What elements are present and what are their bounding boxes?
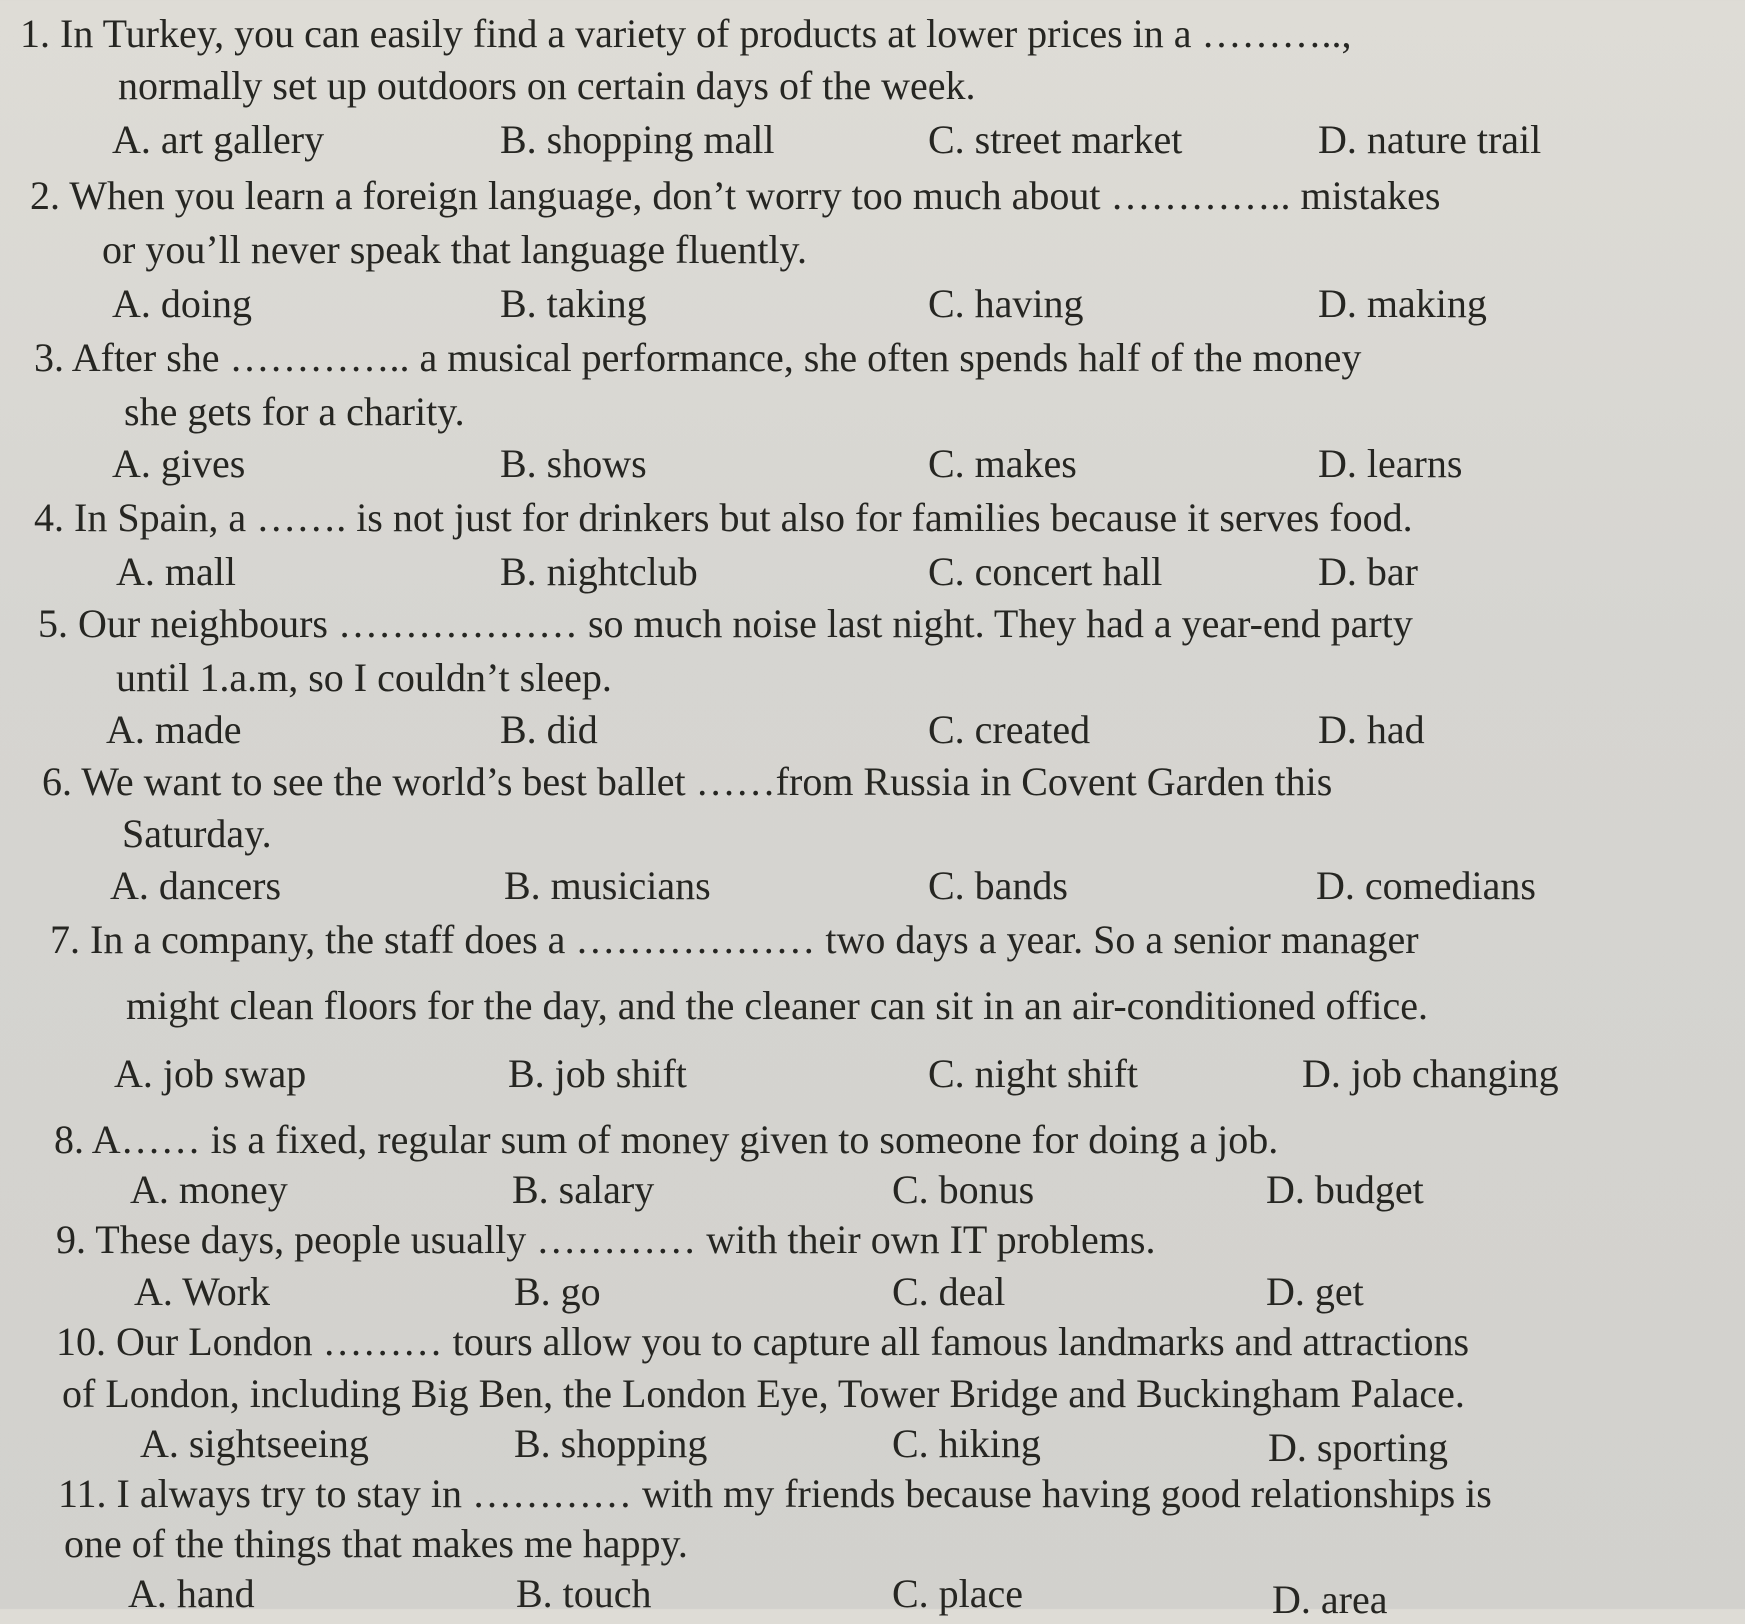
question-10-option-d[interactable]: D. sporting bbox=[1268, 1425, 1448, 1470]
question-11-option-d[interactable]: D. area bbox=[1272, 1577, 1388, 1622]
question-6-line-1: 6. We want to see the world’s best ballet ……from Russia in Covent Garden this bbox=[42, 759, 1333, 804]
question-8-option-a[interactable]: A. money bbox=[130, 1167, 288, 1212]
question-11-option-b[interactable]: B. touch bbox=[516, 1571, 652, 1616]
question-5-line-2: until 1.a.m, so I couldn’t sleep. bbox=[116, 655, 612, 700]
question-7-option-c[interactable]: C. night shift bbox=[928, 1051, 1139, 1096]
question-11-line-2: one of the things that makes me happy. bbox=[64, 1521, 688, 1566]
question-7-option-d[interactable]: D. job changing bbox=[1302, 1051, 1559, 1096]
question-11-option-a[interactable]: A. hand bbox=[128, 1571, 255, 1616]
question-5-option-c[interactable]: C. created bbox=[928, 707, 1091, 752]
question-9-option-d[interactable]: D. get bbox=[1266, 1269, 1364, 1314]
question-1-option-d[interactable]: D. nature trail bbox=[1318, 117, 1542, 162]
question-1-line-2: normally set up outdoors on certain days of the week. bbox=[118, 63, 976, 108]
question-2-option-d[interactable]: D. making bbox=[1318, 281, 1487, 326]
question-7-line-1: 7. In a company, the staff does a ……………… two days a year. So a senior manager bbox=[50, 917, 1419, 962]
question-3-line-1: 3. After she ………….. a musical performance, she often spends half of the money bbox=[34, 335, 1362, 380]
question-5-option-d[interactable]: D. had bbox=[1318, 707, 1425, 752]
question-4-option-d[interactable]: D. bar bbox=[1318, 549, 1418, 594]
question-7-option-b[interactable]: B. job shift bbox=[508, 1051, 687, 1096]
question-10-option-a[interactable]: A. sightseeing bbox=[140, 1421, 369, 1466]
question-9-option-c[interactable]: C. deal bbox=[892, 1269, 1006, 1314]
question-3-option-b[interactable]: B. shows bbox=[500, 441, 647, 486]
question-6-option-c[interactable]: C. bands bbox=[928, 863, 1068, 908]
question-6-option-b[interactable]: B. musicians bbox=[504, 863, 711, 908]
question-3-option-c[interactable]: C. makes bbox=[928, 441, 1077, 486]
question-10-option-b[interactable]: B. shopping bbox=[514, 1421, 708, 1466]
question-9-option-b[interactable]: B. go bbox=[514, 1269, 601, 1314]
question-9-option-a[interactable]: A. Work bbox=[134, 1269, 271, 1314]
question-11-line-1: 11. I always try to stay in ………… with my friends because having good relationships is bbox=[58, 1471, 1492, 1516]
question-7-option-a[interactable]: A. job swap bbox=[114, 1051, 307, 1096]
question-3-line-2: she gets for a charity. bbox=[124, 389, 465, 434]
question-1-option-c[interactable]: C. street market bbox=[928, 117, 1183, 162]
question-8-option-b[interactable]: B. salary bbox=[512, 1167, 655, 1212]
question-4-option-b[interactable]: B. nightclub bbox=[500, 549, 698, 594]
question-9-line-1: 9. These days, people usually ………… with their own IT problems. bbox=[56, 1217, 1156, 1262]
question-5-option-a[interactable]: A. made bbox=[106, 707, 242, 752]
question-3-option-d[interactable]: D. learns bbox=[1318, 441, 1463, 486]
question-4-option-c[interactable]: C. concert hall bbox=[928, 549, 1163, 594]
question-2-line-2: or you’ll never speak that language fluently. bbox=[102, 227, 807, 272]
question-1-option-a[interactable]: A. art gallery bbox=[112, 117, 325, 162]
question-4-option-a[interactable]: A. mall bbox=[116, 549, 236, 594]
question-8-option-d[interactable]: D. budget bbox=[1266, 1167, 1424, 1212]
question-5-line-1: 5. Our neighbours ……………… so much noise last night. They had a year-end party bbox=[38, 601, 1413, 646]
question-10-option-c[interactable]: C. hiking bbox=[892, 1421, 1041, 1466]
question-6-option-d[interactable]: D. comedians bbox=[1316, 863, 1536, 908]
question-10-line-2: of London, including Big Ben, the London Eye, Tower Bridge and Buckingham Palace. bbox=[62, 1371, 1465, 1416]
question-2-option-b[interactable]: B. taking bbox=[500, 281, 647, 326]
question-2-line-1: 2. When you learn a foreign language, don’t worry too much about ………….. mistakes bbox=[30, 173, 1441, 218]
question-5-option-b[interactable]: B. did bbox=[500, 707, 598, 752]
question-8-line-1: 8. A…… is a fixed, regular sum of money given to someone for doing a job. bbox=[54, 1117, 1279, 1162]
question-1-option-b[interactable]: B. shopping mall bbox=[500, 117, 775, 162]
question-2-option-a[interactable]: A. doing bbox=[112, 281, 252, 326]
question-1-line-1: 1. In Turkey, you can easily find a variety of products at lower prices in a ……….., bbox=[20, 11, 1352, 56]
question-4-line-1: 4. In Spain, a ……. is not just for drinkers but also for families because it serves food. bbox=[34, 495, 1413, 540]
question-6-option-a[interactable]: A. dancers bbox=[110, 863, 282, 908]
question-8-option-c[interactable]: C. bonus bbox=[892, 1167, 1035, 1212]
question-6-line-2: Saturday. bbox=[122, 811, 272, 856]
question-7-line-2: might clean floors for the day, and the cleaner can sit in an air-conditioned office. bbox=[126, 983, 1429, 1028]
question-11-option-c[interactable]: C. place bbox=[892, 1571, 1024, 1616]
question-10-line-1: 10. Our London ……… tours allow you to capture all famous landmarks and attractions bbox=[56, 1319, 1470, 1364]
question-3-option-a[interactable]: A. gives bbox=[112, 441, 246, 486]
question-2-option-c[interactable]: C. having bbox=[928, 281, 1084, 326]
